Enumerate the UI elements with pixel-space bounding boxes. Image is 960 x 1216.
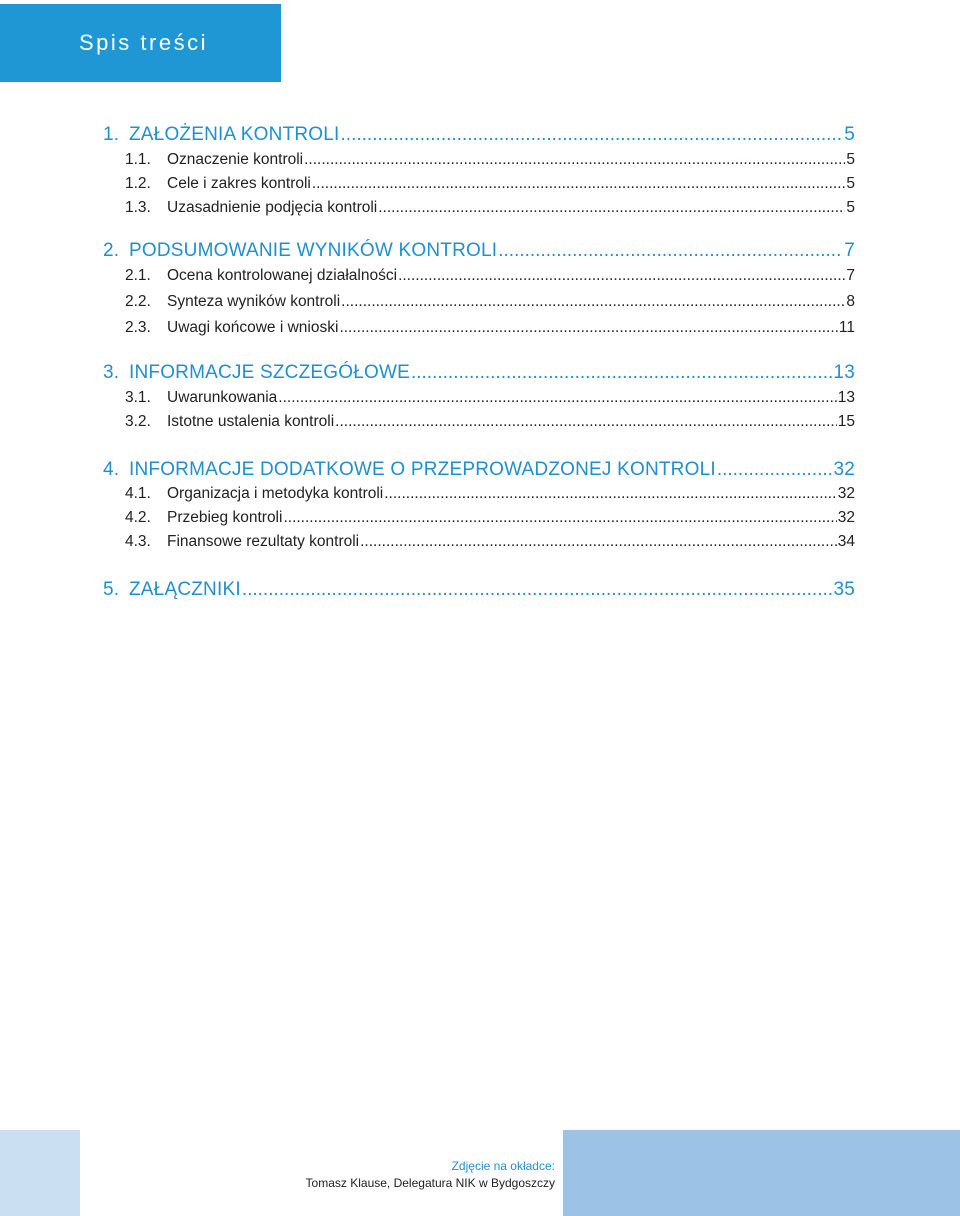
toc-dot-leader bbox=[278, 389, 836, 407]
toc-entry-label: Uwarunkowania bbox=[167, 389, 278, 406]
toc-entry-page: 13 bbox=[837, 389, 855, 406]
toc-entry-page: 5 bbox=[846, 151, 855, 168]
toc-entry-page: 5 bbox=[844, 124, 855, 145]
page-title: Spis treści bbox=[79, 30, 208, 55]
toc-entry-page: 32 bbox=[837, 485, 855, 502]
toc-entry-subsection[interactable] bbox=[125, 389, 855, 407]
toc-entry-section-3[interactable] bbox=[103, 362, 855, 384]
photo-credit bbox=[306, 1158, 555, 1192]
toc-dot-leader bbox=[398, 267, 845, 285]
toc-entry-number: 2.1. bbox=[125, 267, 151, 284]
toc-entry-page: 7 bbox=[846, 267, 855, 284]
toc-dot-leader bbox=[312, 175, 846, 193]
toc-entry-subsection[interactable] bbox=[125, 151, 855, 169]
toc-entry-number: 3.2. bbox=[125, 413, 151, 430]
toc-entry-label: Cele i zakres kontroli bbox=[167, 175, 311, 192]
toc-entry-number: 1.2. bbox=[125, 175, 151, 192]
toc-entry-page: 32 bbox=[837, 509, 855, 526]
toc-entry-subsection[interactable] bbox=[125, 485, 855, 503]
toc-dot-leader bbox=[339, 319, 837, 337]
toc-entry-section-2[interactable] bbox=[103, 240, 855, 262]
toc-entry-number: 4. bbox=[103, 459, 120, 480]
toc-entry-label: ZAŁĄCZNIKI bbox=[129, 579, 241, 600]
toc-dot-leader bbox=[717, 459, 833, 481]
toc-entry-page: 7 bbox=[844, 240, 855, 261]
toc-entry-number: 2.2. bbox=[125, 293, 151, 310]
toc-dot-leader bbox=[384, 485, 837, 503]
toc-entry-page: 5 bbox=[846, 175, 855, 192]
toc-entry-page: 13 bbox=[833, 362, 855, 383]
toc-entry-subsection[interactable] bbox=[125, 533, 855, 551]
photo-credit-text: Tomasz Klause, Delegatura NIK w Bydgoszczy bbox=[305, 1176, 555, 1190]
toc-entry-number: 3.1. bbox=[125, 389, 151, 406]
toc-entry-label: INFORMACJE DODATKOWE O PRZEPROWADZONEJ KONTROLI bbox=[129, 459, 716, 480]
toc-entry-label: Uwagi końcowe i wnioski bbox=[167, 319, 339, 336]
toc-entry-subsection[interactable] bbox=[125, 199, 855, 217]
toc-entry-page: 5 bbox=[846, 199, 855, 216]
toc-dot-leader bbox=[378, 199, 845, 217]
toc-dot-leader bbox=[341, 293, 845, 311]
toc-entry-page: 35 bbox=[833, 579, 855, 600]
toc-entry-number: 3. bbox=[103, 362, 120, 383]
toc-entry-subsection[interactable] bbox=[125, 267, 855, 285]
toc-dot-leader bbox=[341, 124, 844, 146]
toc-entry-label: Uzasadnienie podjęcia kontroli bbox=[167, 199, 378, 216]
toc-entry-number: 4.1. bbox=[125, 485, 151, 502]
photo-credit-label: Zdjęcie na okładce: bbox=[451, 1159, 555, 1173]
toc-entry-label: Istotne ustalenia kontroli bbox=[167, 413, 335, 430]
toc-entry-label: PODSUMOWANIE WYNIKÓW KONTROLI bbox=[129, 240, 498, 261]
toc-dot-leader bbox=[411, 362, 832, 384]
toc-entry-number: 1. bbox=[103, 124, 120, 145]
toc-entry-subsection[interactable] bbox=[125, 509, 855, 527]
toc-entry-page: 8 bbox=[846, 293, 855, 310]
toc-entry-label: Finansowe rezultaty kontroli bbox=[167, 533, 360, 550]
toc-entry-label: Przebieg kontroli bbox=[167, 509, 283, 526]
toc-entry-subsection[interactable] bbox=[125, 293, 855, 311]
toc-entry-subsection[interactable] bbox=[125, 413, 855, 431]
toc-entry-label: Ocena kontrolowanej działalności bbox=[167, 267, 398, 284]
toc-dot-leader bbox=[304, 151, 845, 169]
toc-entry-number: 2. bbox=[103, 240, 120, 261]
toc-entry-label: Oznaczenie kontroli bbox=[167, 151, 304, 168]
toc-entry-number: 5. bbox=[103, 579, 120, 600]
toc-entry-section-1[interactable] bbox=[103, 124, 855, 146]
toc-entry-page: 15 bbox=[837, 413, 855, 430]
toc-dot-leader bbox=[242, 579, 833, 601]
toc-entry-label: ZAŁOŻENIA KONTROLI bbox=[129, 124, 340, 145]
toc-entry-number: 4.3. bbox=[125, 533, 151, 550]
toc-entry-label: Organizacja i metodyka kontroli bbox=[167, 485, 384, 502]
toc-dot-leader bbox=[498, 240, 843, 262]
toc-entry-page: 11 bbox=[838, 319, 855, 336]
toc-entry-page: 34 bbox=[837, 533, 855, 550]
toc-entry-label: INFORMACJE SZCZEGÓŁOWE bbox=[129, 362, 410, 383]
toc-entry-page: 32 bbox=[833, 459, 855, 480]
footer-band-left bbox=[0, 1130, 80, 1216]
toc-dot-leader bbox=[360, 533, 837, 551]
toc-dot-leader bbox=[283, 509, 836, 527]
toc-entry-subsection[interactable] bbox=[125, 319, 855, 337]
toc-entry-number: 1.1. bbox=[125, 151, 151, 168]
toc-entry-subsection[interactable] bbox=[125, 175, 855, 193]
toc-dot-leader bbox=[335, 413, 837, 431]
footer-cover-photo-band bbox=[563, 1130, 960, 1216]
toc-entry-number: 1.3. bbox=[125, 199, 151, 216]
toc-entry-number: 2.3. bbox=[125, 319, 151, 336]
toc-entry-number: 4.2. bbox=[125, 509, 151, 526]
toc-entry-label: Synteza wyników kontroli bbox=[167, 293, 341, 310]
toc-entry-section-4[interactable] bbox=[103, 459, 855, 481]
toc-entry-section-5[interactable] bbox=[103, 579, 855, 601]
